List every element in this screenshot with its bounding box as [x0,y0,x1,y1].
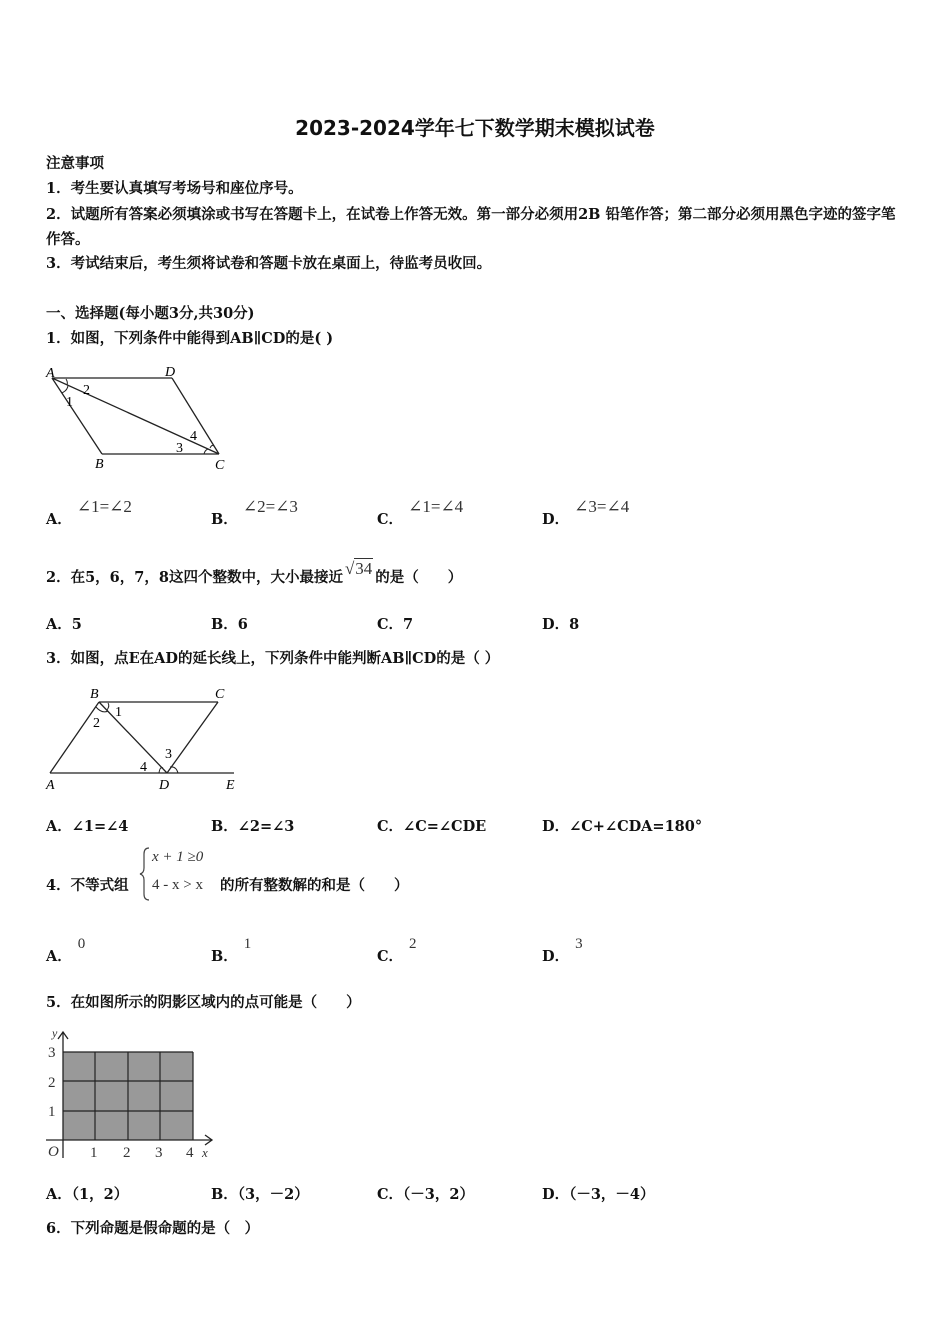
q5-x-tick: 2 [123,1145,131,1161]
q2-option-d-text: 8 [569,616,580,633]
q5-y-label: y [52,1026,58,1040]
q3-label-b: B [90,687,99,702]
q1-option-a-math: ∠1=∠2 [76,497,132,516]
q1-figure [44,362,244,474]
q1-angle-arc [210,445,214,448]
q5-option-a-letter: A． [46,1186,72,1203]
q2-option-c[interactable] [377,613,413,634]
q3-angle-arc [107,703,109,710]
q1-option-b-letter: B． [211,511,238,528]
q3-label-c: C [215,687,225,702]
q1-angle-arc [62,385,68,393]
q5-origin-label: O [48,1144,59,1160]
q2-option-b-letter: B． [211,616,238,633]
q5-option-c-letter: C． [377,1186,404,1203]
q5-y-tick: 3 [48,1045,56,1061]
q1-angle-4: 4 [190,429,197,444]
q1-angle-2: 2 [83,383,90,398]
q1-label-b: B [95,457,104,472]
q3-option-a-text: ∠1=∠4 [71,818,129,835]
page-title: 2023-2024学年七下数学期末模拟试卷 [295,116,655,140]
q5-option-d-letter: D． [542,1186,570,1203]
q5-option-a[interactable] [46,1183,128,1204]
q3-angle-4: 4 [140,760,147,775]
q2-stem-before: 2．在5，6，7，8这四个整数中，大小最接近 [46,569,343,586]
q5-figure [44,1026,220,1164]
q4-brace [138,846,152,906]
q3-label-a: A [46,778,55,793]
q4-stem-after: 的所有整数解的和是（ ） [220,877,409,894]
q5-option-a-text: （1，2） [71,1186,129,1203]
notice-heading: 注意事项 [46,155,104,172]
q2-option-b-text: 6 [237,616,248,633]
q3-option-c-letter: C． [377,818,404,835]
q4-option-d[interactable] [542,936,583,966]
q1-angle-1: 1 [66,395,73,410]
q5-option-b-letter: B． [211,1186,238,1203]
q1-label-d: D [165,365,176,380]
q4-option-b[interactable] [211,936,252,966]
q2-option-a-letter: A． [46,616,72,633]
q1-label-c: C [215,458,225,473]
q1-angle-3: 3 [176,441,183,456]
q2-option-a[interactable] [46,613,82,634]
q3-angle-3: 3 [165,747,172,762]
q1-option-c[interactable] [377,497,464,529]
q3-segment-ab [50,702,99,773]
q5-option-d-text: （－3，－4） [569,1186,655,1203]
q2-stem-after: 的是（ ） [375,569,463,586]
q1-option-a[interactable] [46,497,132,529]
q2-radicand: 34 [355,559,373,578]
q4-stem-before: 4．不等式组 [46,877,129,894]
q1-option-a-letter: A． [46,511,72,528]
q3-angle-1: 1 [115,705,122,720]
q5-x-tick: 3 [155,1145,163,1161]
q4-option-b-letter: B． [211,948,238,965]
q3-angle-2: 2 [93,716,100,731]
q4-option-c-letter: C． [377,948,404,965]
q4-option-a[interactable] [46,936,86,966]
q1-option-c-letter: C． [377,511,404,528]
q4-option-c[interactable] [377,936,417,966]
q5-x-label: x [202,1145,208,1160]
q2-option-d[interactable] [542,613,579,634]
q3-option-d-letter: D． [542,818,570,835]
q5-x-tick: 1 [90,1145,98,1161]
q3-option-b[interactable] [211,815,294,836]
q5-option-d[interactable] [542,1183,655,1204]
q4-inequality-2: 4 - x > x [152,877,203,893]
q1-option-d[interactable] [542,497,630,529]
q3-option-d[interactable] [542,815,702,836]
q1-stem: 1．如图，下列条件中能得到AB∥CD的是( ) [46,330,334,347]
q5-option-b[interactable] [211,1183,309,1204]
q3-stem: 3．如图，点E在AD的延长线上，下列条件中能判断AB∥CD的是（ ） [46,650,500,667]
q4-option-b-math: 1 [243,936,252,952]
q5-x-tick: 4 [186,1145,194,1161]
q3-option-a[interactable] [46,815,128,836]
q5-y-tick: 2 [48,1075,56,1091]
q1-option-c-math: ∠1=∠4 [408,497,464,516]
notice-item-3: 3．考试结束后，考生须将试卷和答题卡放在桌面上，待监考员收回。 [46,255,492,272]
notice-item-2: 2．试题所有答案必须填涂或书写在答题卡上，在试卷上作答无效。第一部分必须用2B 铅笔作答；第二部分必须用黑色字迹的签字笔作答。 [46,206,896,248]
q5-stem: 5．在如图所示的阴影区域内的点可能是（ ） [46,994,361,1011]
q3-segment-dc [167,702,218,773]
q3-label-e: E [226,778,235,793]
q4-option-c-math: 2 [409,936,417,952]
q2-option-a-text: 5 [71,616,82,633]
q3-option-b-letter: B． [211,818,238,835]
notice-item-1: 1．考生要认真填写考场号和座位序号。 [46,180,303,197]
q2-option-d-letter: D． [542,616,570,633]
q2-option-b[interactable] [211,613,248,634]
q3-label-d: D [159,778,170,793]
q1-option-d-letter: D． [542,511,570,528]
q3-option-c-text: ∠C=∠CDE [403,818,487,835]
q5-option-c[interactable] [377,1183,474,1204]
q4-brace-icon [138,846,152,902]
q4-option-d-letter: D． [542,948,570,965]
q4-option-d-math: 3 [575,936,583,952]
q1-label-a: A [46,366,55,381]
section-heading: 一、选择题(每小题3分,共30分) [46,305,255,322]
q3-segment-bd [99,702,167,773]
q4-option-a-letter: A． [46,948,72,965]
q4-option-a-math: 0 [77,936,86,952]
q2-option-c-letter: C． [377,616,404,633]
q2-radical: √34 [344,559,373,578]
q1-option-b[interactable] [211,497,298,529]
q3-option-c[interactable] [377,815,486,836]
q1-angle-arc [204,449,208,454]
q1-option-b-math: ∠2=∠3 [242,497,298,516]
q2-stem [46,559,463,587]
q5-option-c-text: （－3，2） [403,1186,474,1203]
q3-option-d-text: ∠C+∠CDA=180° [569,818,703,835]
q3-option-a-letter: A． [46,818,72,835]
q2-option-c-text: 7 [403,616,414,633]
q3-figure [44,682,254,794]
q1-option-d-math: ∠3=∠4 [574,497,630,516]
q4-inequality-1: x + 1 ≥0 [152,849,204,865]
q6-stem: 6．下列命题是假命题的是（ ） [46,1220,260,1237]
q5-option-b-text: （3，－2） [237,1186,309,1203]
q3-option-b-text: ∠2=∠3 [237,818,295,835]
q5-y-tick: 1 [48,1104,56,1120]
